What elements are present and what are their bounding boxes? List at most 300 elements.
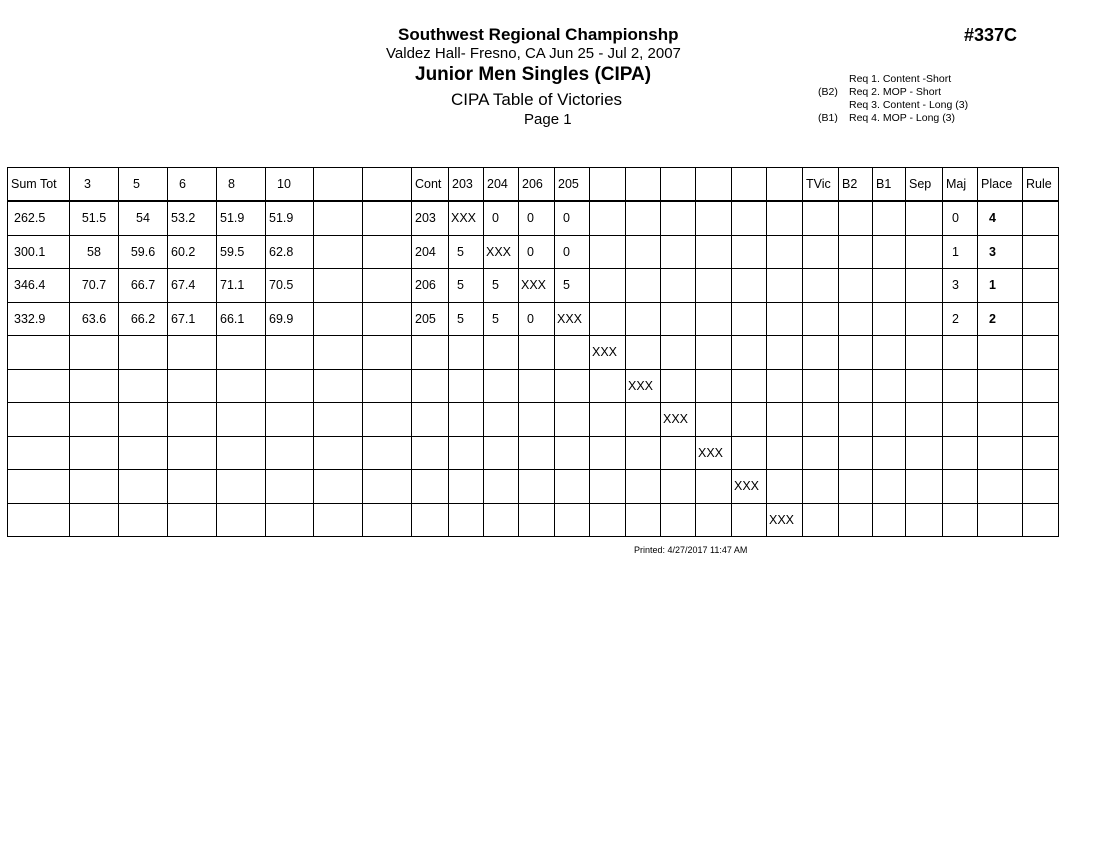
table-cell: XXX xyxy=(732,470,767,504)
column-header xyxy=(590,168,626,202)
table-cell xyxy=(732,269,767,303)
table-cell: 0 xyxy=(484,201,519,235)
table-cell xyxy=(1023,436,1059,470)
table-cell: 63.6 xyxy=(70,302,119,336)
table-cell xyxy=(839,201,873,235)
table-cell xyxy=(363,503,412,537)
table-cell xyxy=(732,302,767,336)
table-cell xyxy=(412,436,449,470)
table-cell: 332.9 xyxy=(8,302,70,336)
table-cell xyxy=(519,436,555,470)
requirement-code: (B2) xyxy=(818,86,838,98)
table-cell xyxy=(314,201,363,235)
table-cell: 59.5 xyxy=(217,235,266,269)
table-cell xyxy=(119,503,168,537)
table-cell xyxy=(767,470,803,504)
table-cell xyxy=(803,336,839,370)
table-cell xyxy=(696,503,732,537)
table-cell xyxy=(661,336,696,370)
table-cell xyxy=(119,436,168,470)
table-cell xyxy=(1023,302,1059,336)
table-cell: 0 xyxy=(555,201,590,235)
table-cell xyxy=(767,302,803,336)
table-cell xyxy=(314,503,363,537)
table-cell: 51.9 xyxy=(266,201,314,235)
table-cell xyxy=(626,302,661,336)
victories-table xyxy=(7,167,1059,537)
requirement-text: Req 1. Content -Short xyxy=(849,73,952,85)
table-cell xyxy=(449,336,484,370)
table-cell xyxy=(217,369,266,403)
table-cell xyxy=(626,201,661,235)
table-cell: 5 xyxy=(449,269,484,303)
table-cell: 203 xyxy=(412,201,449,235)
table-cell xyxy=(696,336,732,370)
table-cell xyxy=(70,470,119,504)
table-cell xyxy=(8,336,70,370)
table-cell: 70.7 xyxy=(70,269,119,303)
table-cell xyxy=(314,336,363,370)
table-header-row xyxy=(8,168,1059,202)
table-cell xyxy=(8,436,70,470)
table-cell xyxy=(590,269,626,303)
requirement-text: Req 2. MOP - Short xyxy=(849,86,942,98)
table-cell xyxy=(1023,369,1059,403)
table-cell xyxy=(70,369,119,403)
table-cell: 51.9 xyxy=(217,201,266,235)
table-cell: XXX xyxy=(449,201,484,235)
document-number: #337C xyxy=(964,25,1018,45)
table-cell xyxy=(803,369,839,403)
table-cell xyxy=(732,369,767,403)
table-cell xyxy=(906,201,943,235)
column-header xyxy=(696,168,732,202)
table-cell xyxy=(661,269,696,303)
table-cell: 1 xyxy=(943,235,978,269)
table-cell xyxy=(168,369,217,403)
table-cell: XXX xyxy=(590,336,626,370)
table-cell: 70.5 xyxy=(266,269,314,303)
table-cell xyxy=(839,235,873,269)
table-cell xyxy=(555,470,590,504)
table-cell xyxy=(1023,336,1059,370)
table-cell xyxy=(314,436,363,470)
table-cell xyxy=(590,436,626,470)
table-cell xyxy=(519,403,555,437)
column-header xyxy=(661,168,696,202)
table-cell xyxy=(119,403,168,437)
table-cell xyxy=(767,201,803,235)
table-cell: 204 xyxy=(412,235,449,269)
table-cell xyxy=(168,403,217,437)
table-cell: 66.1 xyxy=(217,302,266,336)
table-cell xyxy=(314,302,363,336)
table-cell: 0 xyxy=(555,235,590,269)
table-cell xyxy=(906,470,943,504)
table-cell xyxy=(484,436,519,470)
table-cell: 54 xyxy=(119,201,168,235)
table-cell xyxy=(978,436,1023,470)
requirement-item xyxy=(818,73,968,86)
table-cell: 67.4 xyxy=(168,269,217,303)
table-cell xyxy=(696,403,732,437)
table-cell xyxy=(732,235,767,269)
table-cell xyxy=(906,235,943,269)
table-cell: 53.2 xyxy=(168,201,217,235)
table-cell: 206 xyxy=(412,269,449,303)
table-cell xyxy=(590,302,626,336)
table-cell xyxy=(412,470,449,504)
table-cell: 3 xyxy=(978,235,1023,269)
table-cell xyxy=(266,403,314,437)
table-cell xyxy=(873,403,906,437)
column-header: B1 xyxy=(873,168,906,202)
table-cell xyxy=(626,336,661,370)
table-cell xyxy=(803,201,839,235)
table-cell xyxy=(839,470,873,504)
report-title: Southwest Regional Championshp xyxy=(398,25,679,44)
table-cell xyxy=(363,436,412,470)
requirement-text: Req 3. Content - Long (3) xyxy=(849,99,969,111)
requirement-code xyxy=(818,99,849,112)
table-cell xyxy=(696,470,732,504)
table-cell xyxy=(732,436,767,470)
table-cell: 59.6 xyxy=(119,235,168,269)
table-cell xyxy=(449,369,484,403)
table-cell xyxy=(590,403,626,437)
table-cell xyxy=(906,403,943,437)
table-cell xyxy=(803,470,839,504)
column-header: 5 xyxy=(119,168,168,202)
table-row xyxy=(8,470,1059,504)
table-cell xyxy=(119,470,168,504)
table-cell xyxy=(873,470,906,504)
table-cell: XXX xyxy=(626,369,661,403)
table-cell xyxy=(363,470,412,504)
table-cell xyxy=(363,269,412,303)
table-cell xyxy=(943,470,978,504)
table-cell xyxy=(661,235,696,269)
column-header: Sep xyxy=(906,168,943,202)
table-cell xyxy=(626,403,661,437)
table-cell: XXX xyxy=(696,436,732,470)
table-cell xyxy=(217,403,266,437)
table-cell xyxy=(412,336,449,370)
table-cell xyxy=(314,369,363,403)
table-cell xyxy=(217,436,266,470)
table-cell xyxy=(661,470,696,504)
table-cell xyxy=(555,503,590,537)
table-cell xyxy=(449,436,484,470)
table-cell: 205 xyxy=(412,302,449,336)
table-cell xyxy=(803,503,839,537)
table-cell: 66.7 xyxy=(119,269,168,303)
table-row xyxy=(8,436,1059,470)
table-cell xyxy=(839,369,873,403)
table-cell xyxy=(626,269,661,303)
table-cell: 66.2 xyxy=(119,302,168,336)
table-cell xyxy=(906,369,943,403)
column-header: 8 xyxy=(217,168,266,202)
table-cell xyxy=(70,503,119,537)
table-cell xyxy=(943,369,978,403)
column-header: Maj xyxy=(943,168,978,202)
table-cell xyxy=(70,403,119,437)
table-cell xyxy=(449,470,484,504)
column-header: 206 xyxy=(519,168,555,202)
table-cell xyxy=(626,235,661,269)
table-cell xyxy=(906,302,943,336)
table-row xyxy=(8,369,1059,403)
table-cell xyxy=(978,336,1023,370)
table-cell: XXX xyxy=(661,403,696,437)
table-cell: 0 xyxy=(519,302,555,336)
table-row xyxy=(8,269,1059,303)
table-cell: 346.4 xyxy=(8,269,70,303)
table-cell xyxy=(314,470,363,504)
table-cell xyxy=(484,336,519,370)
table-cell xyxy=(484,470,519,504)
table-cell xyxy=(266,369,314,403)
table-cell xyxy=(661,503,696,537)
table-cell: 1 xyxy=(978,269,1023,303)
table-cell xyxy=(519,369,555,403)
table-cell xyxy=(363,369,412,403)
table-cell xyxy=(873,269,906,303)
table-cell xyxy=(590,201,626,235)
table-cell: 60.2 xyxy=(168,235,217,269)
table-row xyxy=(8,235,1059,269)
table-cell xyxy=(412,369,449,403)
table-cell xyxy=(696,269,732,303)
table-cell xyxy=(412,503,449,537)
table-cell: 4 xyxy=(978,201,1023,235)
table-cell xyxy=(555,336,590,370)
event-title: Junior Men Singles (CIPA) xyxy=(415,64,652,85)
column-header: B2 xyxy=(839,168,873,202)
table-cell xyxy=(363,336,412,370)
table-row xyxy=(8,302,1059,336)
table-cell xyxy=(839,436,873,470)
table-cell xyxy=(767,403,803,437)
table-cell: 3 xyxy=(943,269,978,303)
table-cell xyxy=(803,235,839,269)
table-cell: 2 xyxy=(943,302,978,336)
table-cell xyxy=(8,403,70,437)
table-cell: 69.9 xyxy=(266,302,314,336)
table-cell: 0 xyxy=(519,235,555,269)
table-cell xyxy=(978,369,1023,403)
table-cell xyxy=(906,436,943,470)
column-header: Sum Tot xyxy=(8,168,70,202)
table-cell xyxy=(873,436,906,470)
table-cell xyxy=(168,470,217,504)
column-header: TVic xyxy=(803,168,839,202)
table-cell xyxy=(943,403,978,437)
table-cell xyxy=(168,336,217,370)
table-cell xyxy=(626,470,661,504)
table-cell xyxy=(661,436,696,470)
table-cell xyxy=(732,336,767,370)
table-cell xyxy=(1023,201,1059,235)
table-cell xyxy=(873,369,906,403)
table-cell xyxy=(767,336,803,370)
table-cell: 5 xyxy=(484,302,519,336)
table-cell xyxy=(314,403,363,437)
table-cell xyxy=(943,436,978,470)
table-cell xyxy=(803,403,839,437)
table-cell: 5 xyxy=(484,269,519,303)
table-cell: 0 xyxy=(519,201,555,235)
table-cell xyxy=(803,436,839,470)
requirement-item xyxy=(818,86,968,99)
table-cell: 5 xyxy=(555,269,590,303)
printed-timestamp: Printed: 4/27/2017 11:47 AM xyxy=(634,545,748,555)
table-cell xyxy=(484,503,519,537)
table-cell xyxy=(217,503,266,537)
table-cell xyxy=(906,503,943,537)
table-cell: XXX xyxy=(519,269,555,303)
table-cell xyxy=(590,235,626,269)
table-cell xyxy=(732,403,767,437)
table-cell xyxy=(839,269,873,303)
table-cell xyxy=(873,201,906,235)
table-cell xyxy=(363,403,412,437)
table-cell xyxy=(519,503,555,537)
table-cell xyxy=(873,302,906,336)
table-cell xyxy=(943,336,978,370)
table-cell xyxy=(449,403,484,437)
column-header: 205 xyxy=(555,168,590,202)
table-cell xyxy=(519,470,555,504)
table-cell: XXX xyxy=(484,235,519,269)
table-cell xyxy=(767,436,803,470)
table-cell xyxy=(519,336,555,370)
table-row xyxy=(8,201,1059,235)
table-cell xyxy=(978,503,1023,537)
table-cell xyxy=(767,269,803,303)
table-cell: 58 xyxy=(70,235,119,269)
table-cell xyxy=(314,235,363,269)
column-header xyxy=(314,168,363,202)
requirement-item xyxy=(818,112,968,125)
table-cell xyxy=(839,302,873,336)
table-row xyxy=(8,403,1059,437)
requirement-code xyxy=(818,73,849,86)
table-cell xyxy=(8,470,70,504)
table-cell: 300.1 xyxy=(8,235,70,269)
table-cell: 62.8 xyxy=(266,235,314,269)
table-cell xyxy=(803,302,839,336)
column-header: 3 xyxy=(70,168,119,202)
table-cell xyxy=(555,403,590,437)
table-cell xyxy=(1023,235,1059,269)
table-cell xyxy=(1023,470,1059,504)
requirement-text: Req 4. MOP - Long (3) xyxy=(849,112,956,124)
table-cell xyxy=(661,369,696,403)
table-cell xyxy=(70,336,119,370)
column-header: 204 xyxy=(484,168,519,202)
column-header: Place xyxy=(978,168,1023,202)
table-cell xyxy=(70,436,119,470)
table-cell: 71.1 xyxy=(217,269,266,303)
table-cell: XXX xyxy=(555,302,590,336)
table-cell xyxy=(906,336,943,370)
table-cell: 0 xyxy=(943,201,978,235)
table-cell xyxy=(803,269,839,303)
table-cell xyxy=(696,235,732,269)
table-cell xyxy=(626,503,661,537)
table-cell xyxy=(363,201,412,235)
table-cell xyxy=(696,302,732,336)
table-cell xyxy=(978,470,1023,504)
table-cell xyxy=(661,302,696,336)
table-cell xyxy=(168,436,217,470)
table-cell xyxy=(767,369,803,403)
table-cell: 2 xyxy=(978,302,1023,336)
table-cell xyxy=(363,302,412,336)
table-cell xyxy=(484,403,519,437)
table-cell xyxy=(590,470,626,504)
table-cell xyxy=(1023,403,1059,437)
page-label: Page 1 xyxy=(524,111,572,128)
table-cell xyxy=(555,369,590,403)
table-cell: 5 xyxy=(449,235,484,269)
table-cell xyxy=(8,503,70,537)
column-header xyxy=(363,168,412,202)
table-cell xyxy=(767,235,803,269)
table-cell xyxy=(661,201,696,235)
table-cell xyxy=(839,336,873,370)
requirement-item xyxy=(818,99,968,112)
table-cell xyxy=(873,336,906,370)
table-cell xyxy=(119,336,168,370)
table-cell xyxy=(363,235,412,269)
table-cell xyxy=(626,436,661,470)
report-subtitle: CIPA Table of Victories xyxy=(451,90,623,109)
column-header xyxy=(767,168,803,202)
requirements-legend xyxy=(818,73,968,125)
table-cell xyxy=(266,503,314,537)
table-cell xyxy=(978,403,1023,437)
table-cell xyxy=(555,436,590,470)
table-cell xyxy=(168,503,217,537)
table-cell xyxy=(839,403,873,437)
table-row xyxy=(8,336,1059,370)
table-cell xyxy=(217,470,266,504)
table-cell xyxy=(732,201,767,235)
table-cell xyxy=(873,503,906,537)
table-cell xyxy=(873,235,906,269)
table-cell xyxy=(412,403,449,437)
table-cell xyxy=(266,436,314,470)
table-cell xyxy=(732,503,767,537)
table-cell: 67.1 xyxy=(168,302,217,336)
table-cell xyxy=(266,470,314,504)
table-cell xyxy=(696,369,732,403)
table-cell: 262.5 xyxy=(8,201,70,235)
column-header: Rule xyxy=(1023,168,1059,202)
table-cell xyxy=(590,503,626,537)
column-header: Cont xyxy=(412,168,449,202)
requirement-code: (B1) xyxy=(818,112,838,124)
table-cell xyxy=(1023,503,1059,537)
column-header: 10 xyxy=(266,168,314,202)
table-cell xyxy=(314,269,363,303)
table-cell: 5 xyxy=(449,302,484,336)
table-cell xyxy=(943,503,978,537)
table-cell xyxy=(590,369,626,403)
